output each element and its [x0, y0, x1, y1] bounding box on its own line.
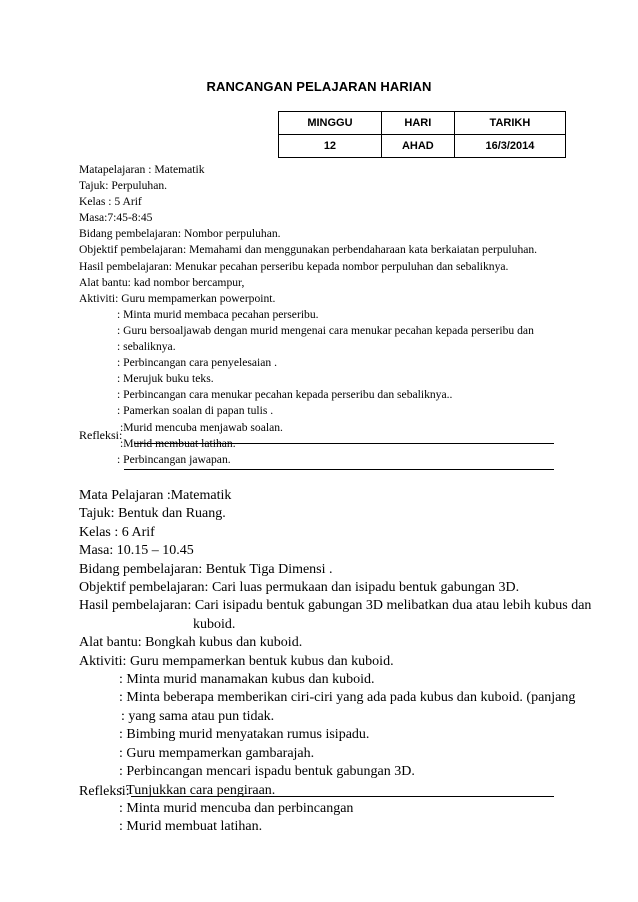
value-hari: AHAD: [381, 135, 454, 158]
lesson-2-subject: Mata Pelajaran :Matematik: [79, 488, 232, 503]
lesson-2-time: Masa: 10.15 – 10.45: [79, 543, 194, 559]
lesson-1-activity: : Merujuk buku teks.: [117, 372, 214, 386]
lesson-2-activity: : Tunjukkan cara pengiraan.: [119, 782, 276, 798]
info-table-header-row: [279, 112, 566, 135]
lesson-2-refleksi-label: Refleksi:: [79, 784, 130, 799]
lesson-2-objective: Objektif pembelajaran: Cari luas permukaan dan isipadu bentuk gabungan 3D.: [79, 580, 520, 596]
lesson-2-refleksi-line: [131, 796, 554, 797]
info-table: [278, 111, 566, 158]
lesson-2-activity: : Murid membuat latihan.: [119, 819, 263, 835]
lesson-2-outcome: Hasil pembelajaran: Cari isipadu bentuk gabungan 3D melibatkan dua atau lebih kubus dan: [79, 598, 592, 614]
lesson-1-section: [79, 162, 559, 468]
value-tarikh: 16/3/2014: [454, 135, 565, 158]
lesson-2-activity: : Bimbing murid menyatakan rumus isipadu.: [119, 727, 370, 743]
lesson-2-activity: : Minta murid mencuba dan perbincangan: [119, 800, 354, 816]
lesson-1-refleksi-line-2: [124, 469, 554, 470]
lesson-2-class: Kelas : 6 Arif: [79, 524, 155, 540]
lesson-1-activity: : sebaliknya.: [117, 340, 176, 354]
lesson-1-activity: : Perbincangan jawapan.: [117, 452, 231, 466]
lesson-1-field: Bidang pembelajaran: Nombor perpuluhan.: [79, 227, 281, 241]
lesson-1-activity: :Murid mencuba menjawab soalan.: [120, 420, 283, 434]
page-title: RANCANGAN PELAJARAN HARIAN: [206, 79, 432, 94]
lesson-2-activity: : Minta beberapa memberikan ciri-ciri yang ada pada kubus dan kuboid. (panjang: [119, 690, 576, 706]
lesson-1-activity: :Murid membuat latihan.: [120, 436, 236, 450]
info-table-value-row: [279, 135, 566, 158]
lesson-1-refleksi-label: Refleksi:: [79, 428, 123, 442]
lesson-1-objective: Objektif pembelajaran: Memahami dan menggunakan perbendaharaan kata berkaiatan perpuluhan.: [79, 243, 538, 257]
header-hari: HARI: [381, 112, 454, 135]
lesson-1-activity: : Perbincangan cara menukar pecahan kepada perseribu dan sebaliknya..: [117, 388, 453, 402]
lesson-2-activity-intro: Aktiviti: Guru mempamerkan bentuk kubus dan kuboid.: [79, 653, 394, 669]
lesson-2-activity: : yang sama atau pun tidak.: [121, 708, 275, 724]
lesson-1-activity-intro: Aktiviti: Guru mempamerkan powerpoint.: [79, 291, 276, 305]
lesson-1-outcome: Hasil pembelajaran: Menukar pecahan perseribu kepada nombor perpuluhan dan sebaliknya.: [79, 259, 509, 273]
lesson-2-aids: Alat bantu: Bongkah kubus dan kuboid.: [79, 635, 303, 651]
lesson-2-activity: : Guru mempamerkan gambarajah.: [119, 745, 315, 761]
lesson-2-topic: Tajuk: Bentuk dan Ruang.: [79, 506, 226, 522]
header-tarikh: TARIKH: [454, 112, 565, 135]
lesson-1-aids: Alat bantu: kad nombor bercampur,: [79, 275, 245, 289]
lesson-1-subject: Matapelajaran : Matematik: [79, 163, 205, 176]
lesson-1-topic: Tajuk: Perpuluhan.: [79, 179, 168, 193]
lesson-2-activity: : Perbincangan mencari ispadu bentuk gabungan 3D.: [119, 764, 415, 780]
lesson-1-activity: : Perbincangan cara penyelesaian .: [117, 356, 277, 370]
lesson-1-class: Kelas : 5 Arif: [79, 195, 142, 209]
lesson-2-outcome-cont: kuboid.: [193, 616, 236, 632]
lesson-1-time: Masa:7:45-8:45: [79, 211, 153, 225]
header-minggu: MINGGU: [279, 112, 382, 135]
lesson-1-activity: : Guru bersoaljawab dengan murid mengenai cara menukar pecahan kepada perseribu dan: [117, 323, 534, 337]
lesson-2-activity: : Minta murid manamakan kubus dan kuboid.: [119, 672, 375, 688]
lesson-1-refleksi-line: [134, 443, 554, 444]
lesson-2-section: [79, 487, 592, 837]
value-minggu: 12: [279, 135, 382, 158]
lesson-1-activity: : Pamerkan soalan di papan tulis .: [117, 404, 274, 418]
lesson-1-activity: : Minta murid membaca pecahan perseribu.: [117, 307, 319, 321]
lesson-2-field: Bidang pembelajaran: Bentuk Tiga Dimensi .: [79, 561, 333, 577]
